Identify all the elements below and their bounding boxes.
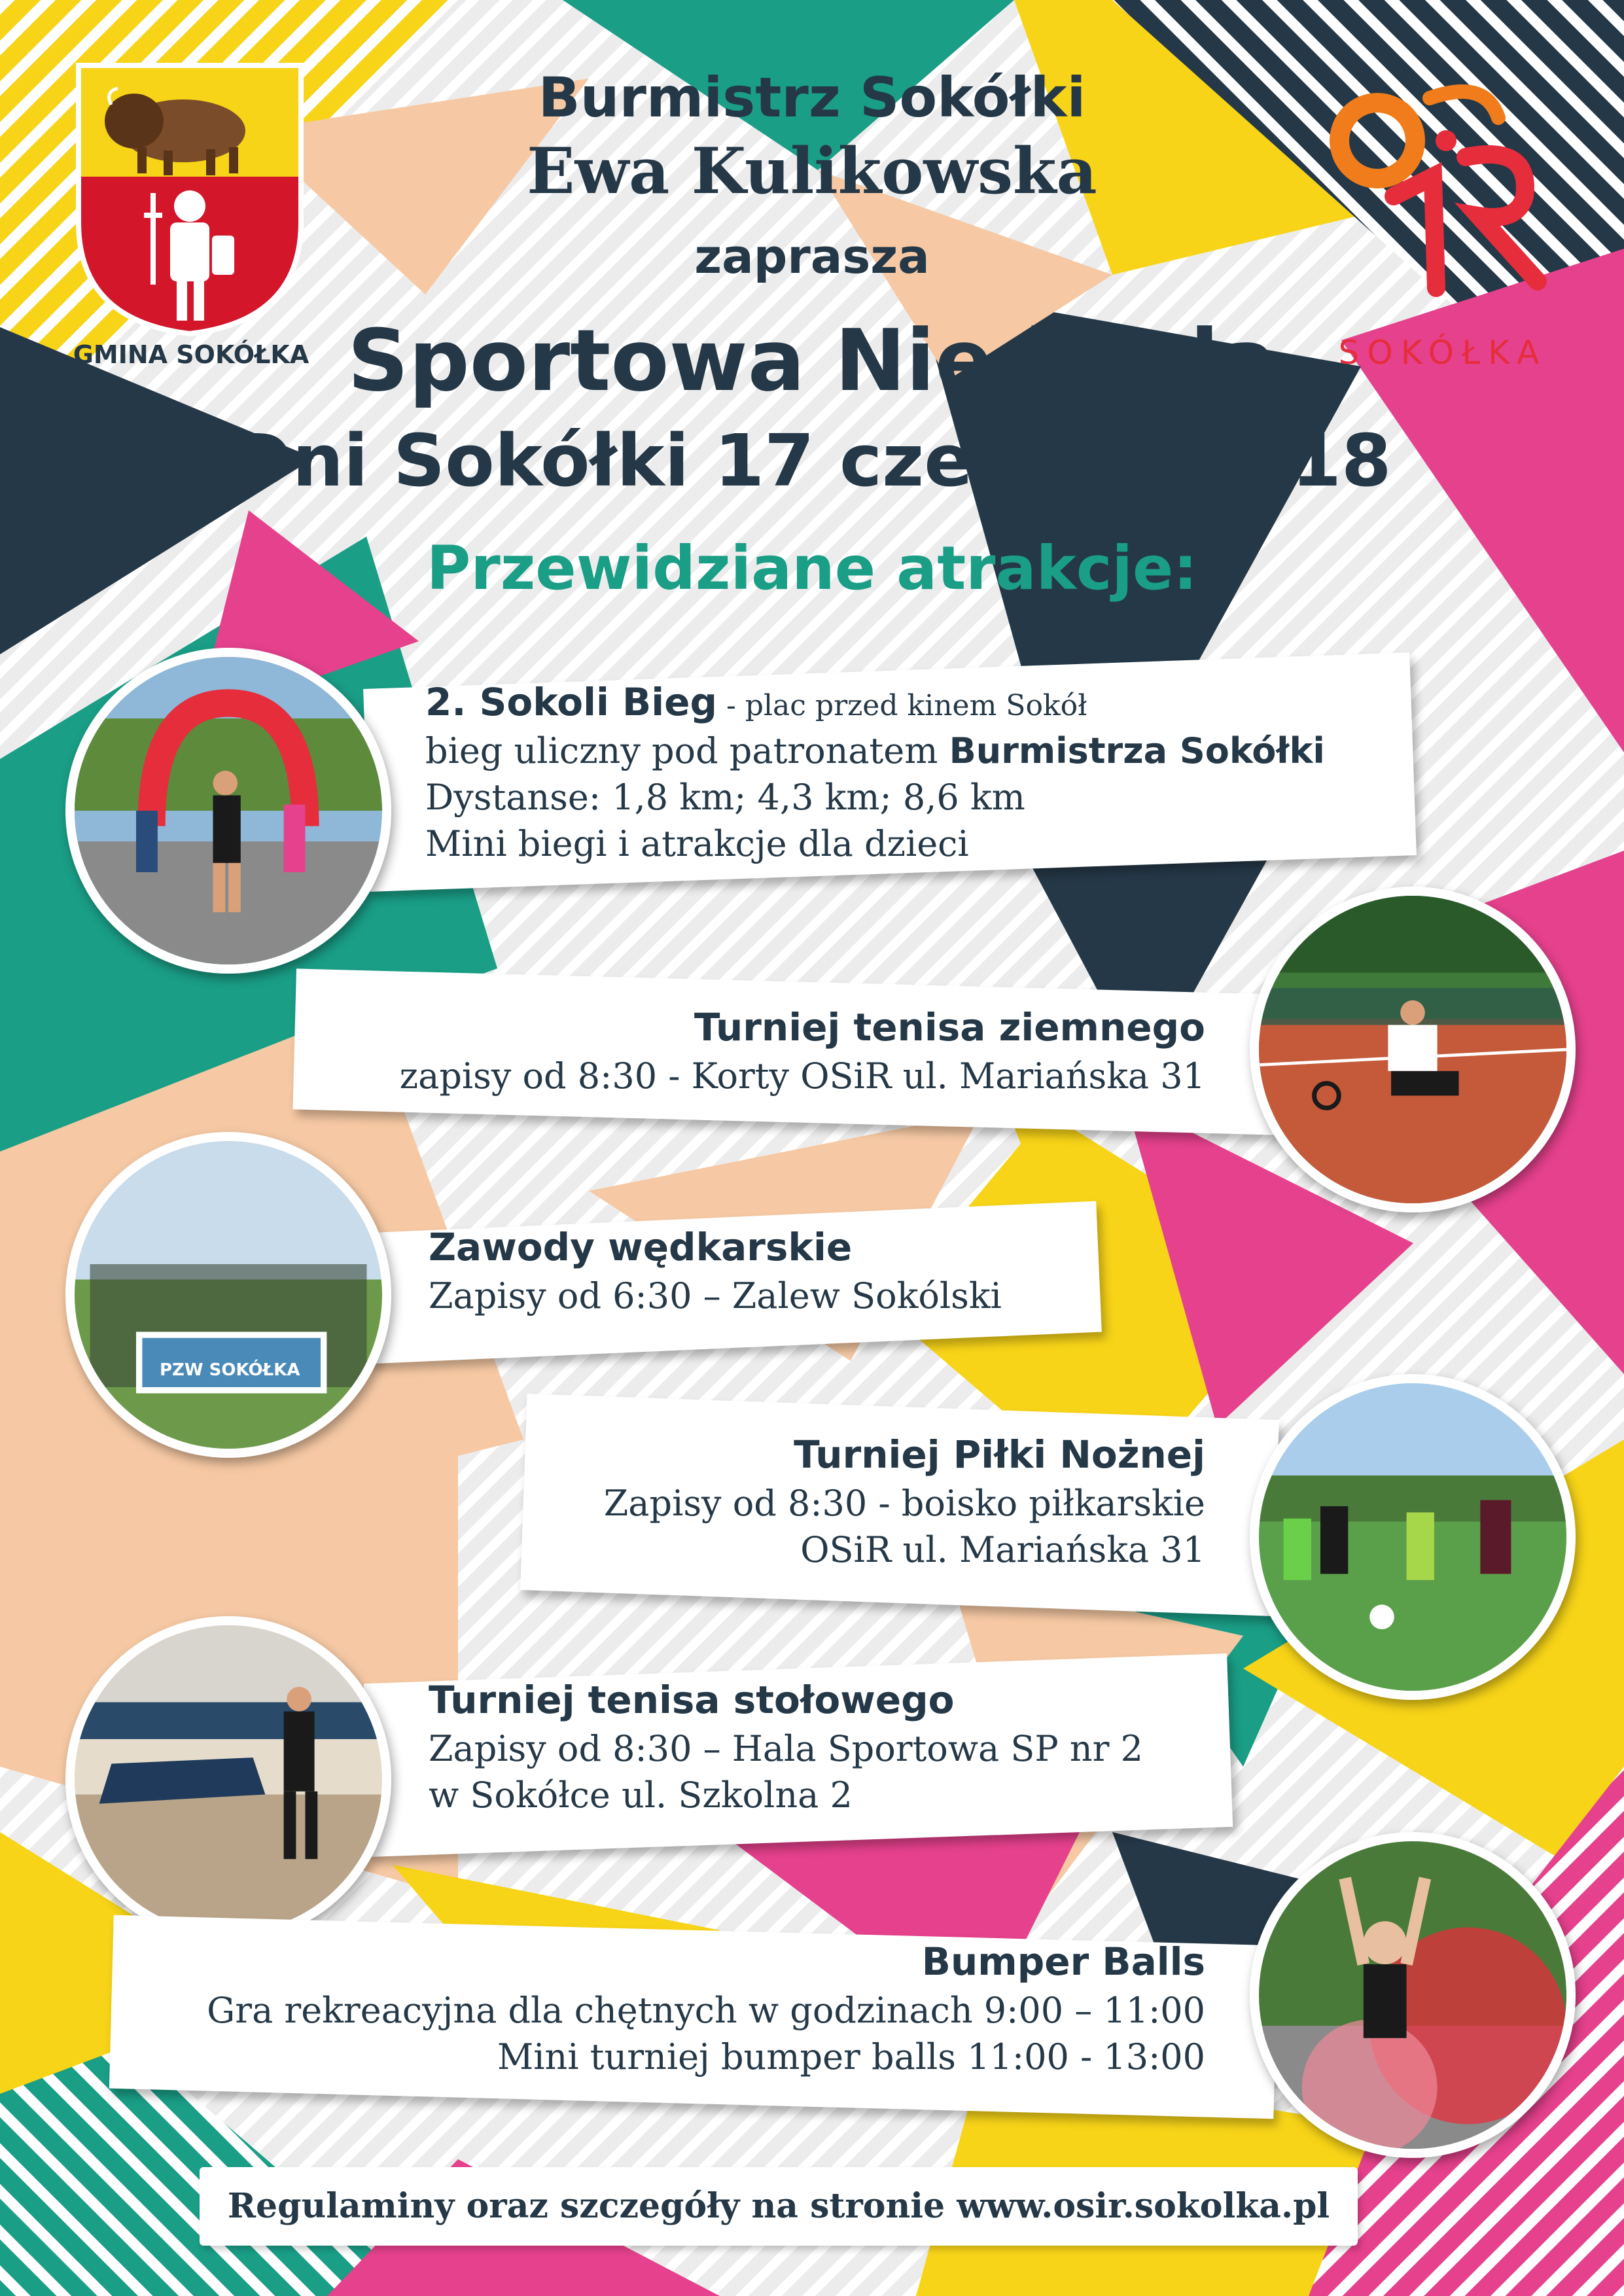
photo-table-tennis	[65, 1616, 391, 1942]
event-run-patronage-prefix: bieg uliczny pod patronatem	[425, 730, 949, 771]
event-table-tennis-details-1: Zapisy od 8:30 – Hala Sportowa SP nr 2	[429, 1727, 1143, 1769]
event-bumper-balls-details-1: Gra rekreacyjna dla chętnych w godzinach 9:00 – 11:00	[207, 1989, 1205, 2031]
event-tennis-details: zapisy od 8:30 - Korty OSiR ul. Mariańska 31	[399, 1055, 1205, 1097]
event-text-fishing	[429, 1222, 1002, 1319]
page-title: Sportowa Niedziela	[347, 311, 1277, 410]
gmina-logo-text: GMINA SOKÓŁKA	[73, 340, 309, 369]
header-line-mayor-title: Burmistrz Sokółki	[538, 65, 1086, 130]
event-run-kids: Mini biegi i atrakcje dla dzieci	[425, 823, 969, 865]
photo-football	[1250, 1374, 1576, 1700]
event-run-distances: Dystanse: 1,8 km; 4,3 km; 8,6 km	[425, 776, 1025, 818]
event-football-details-2: OSiR ul. Mariańska 31	[800, 1528, 1205, 1570]
footer-text: Regulaminy oraz szczegóły na stronie www.osir.sokolka.pl	[227, 2186, 1330, 2226]
event-bumper-balls-details-2: Mini turniej bumper balls 11:00 - 13:00	[497, 2036, 1205, 2077]
event-text-table-tennis	[429, 1675, 1143, 1818]
fishing-banner-text: PZW SOKÓŁKA	[160, 1360, 300, 1380]
footer-bar	[200, 2167, 1358, 2246]
header-line-mayor-name: Ewa Kulikowska	[527, 134, 1097, 208]
section-heading: Przewidziane atrakcje:	[426, 533, 1198, 603]
photo-running	[65, 648, 391, 974]
event-football-title: Turniej Piłki Nożnej	[794, 1432, 1205, 1477]
event-fishing-details: Zapisy od 6:30 – Zalew Sokólski	[429, 1275, 1002, 1316]
osir-logo-caption: SOKÓŁKA	[1338, 334, 1547, 372]
page-subtitle: Dni Sokółki 17 czerwca 2018	[232, 419, 1392, 503]
event-run-patronage-name: Burmistrza Sokółki	[949, 730, 1325, 771]
event-football-details-1: Zapisy od 8:30 - boisko piłkarskie	[603, 1482, 1205, 1524]
event-tennis-title: Turniej tenisa ziemnego	[694, 1005, 1205, 1050]
event-text-tennis	[400, 1002, 1205, 1099]
event-text-run	[425, 677, 1325, 867]
event-run-title: 2. Sokoli Bieg	[425, 680, 717, 724]
event-text-football	[604, 1430, 1205, 1573]
photo-fishing	[65, 1132, 391, 1458]
event-table-tennis-details-2: w Sokółce ul. Szkolna 2	[429, 1774, 853, 1816]
event-table-tennis-title: Turniej tenisa stołowego	[429, 1678, 955, 1722]
photo-tennis	[1250, 887, 1576, 1212]
event-fishing-title: Zawody wędkarskie	[429, 1225, 853, 1269]
event-run-location: - plac przed kinem Sokół	[716, 689, 1087, 722]
event-text-bumper-balls	[207, 1937, 1205, 2080]
event-bumper-balls-title: Bumper Balls	[921, 1939, 1205, 1984]
photo-bumper-balls	[1250, 1832, 1576, 2158]
header-line-invites: zaprasza	[694, 229, 930, 284]
